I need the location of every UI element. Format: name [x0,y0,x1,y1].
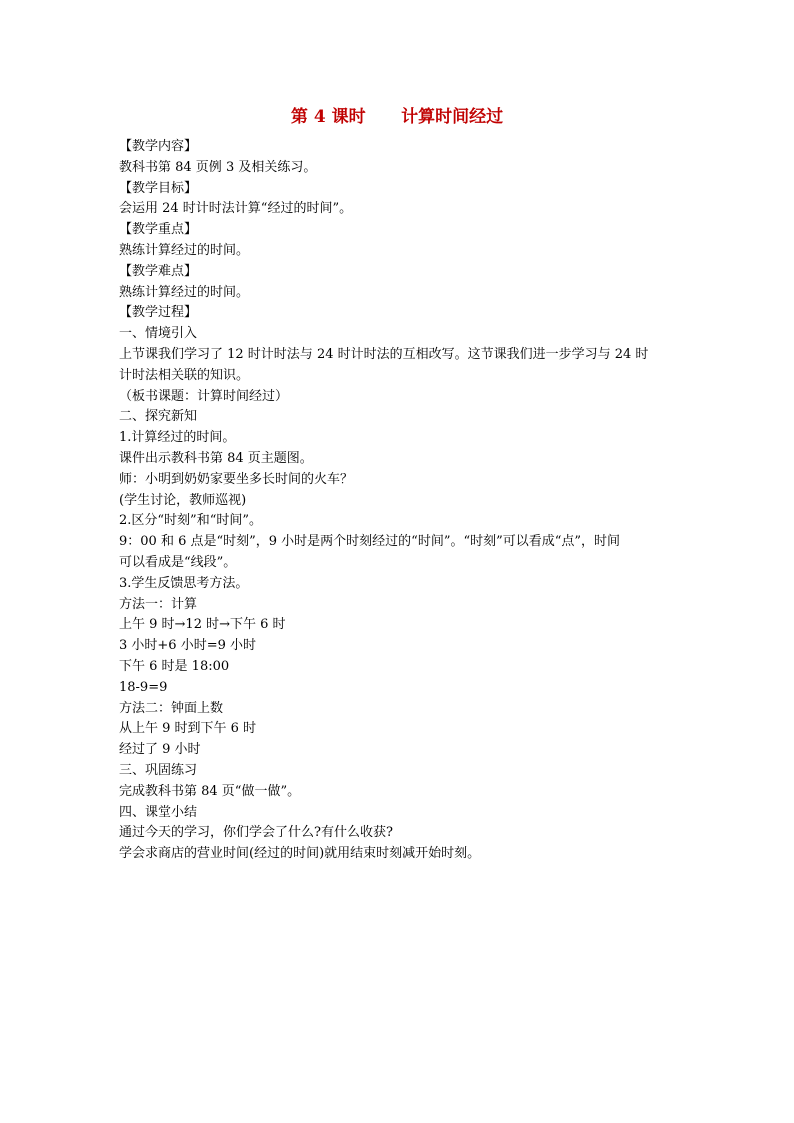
subsection-heading: 二、探究新知 [119,409,198,425]
lesson-body [119,137,679,865]
subsection-heading: 一、情境引入 [119,326,198,342]
text-line: 18-9=9 [119,679,168,695]
text-line: 3.学生反馈思考方法。 [119,575,249,591]
text-line: 可以看成是“线段”。 [119,554,237,570]
section-heading: 【教学内容】 [119,139,198,154]
text-line: 师：小明到奶奶家要坐多长时间的火车？ [119,471,354,487]
section-heading: 【教学难点】 [119,263,198,279]
text-line: 1.计算经过的时间。 [119,430,236,446]
text-line: 教科书第 84 页例 3 及相关练习。 [119,159,317,175]
text-line: 3 小时+6 小时=9 小时 [119,638,256,654]
text-line: 完成教科书第 84 页“做一做”。 [119,783,301,799]
text-line: 方法一：计算 [119,596,198,612]
lesson-title: 第 4 课时 计算时间经过 [290,107,504,127]
text-line: 方法二：钟面上数 [119,700,224,716]
section-heading: 【教学目标】 [119,180,198,196]
text-line: 下午 6 时是 18:00 [119,658,230,674]
text-line: 上午 9 时→12 时→下午 6 时 [119,617,286,633]
subsection-heading: 三、巩固练习 [119,762,198,778]
subsection-heading: 四、课堂小结 [119,804,198,820]
text-line: 学会求商店的营业时间(经过的时间)就用结束时刻减开始时刻。 [119,846,481,862]
text-line: （板书课题：计算时间经过） [119,388,289,404]
text-line: 课件出示教科书第 84 页主题图。 [119,450,313,466]
text-line: 通过今天的学习，你们学会了什么?有什么收获? [119,825,393,841]
text-line: 9：00 和 6 点是“时刻”，9 小时是两个时刻经过的“时间”。“时刻”可以看成“点”，时间 [119,534,621,550]
section-heading: 【教学重点】 [119,222,198,238]
section-heading: 【教学过程】 [119,305,198,321]
text-line: 会运用 24 时计时法计算“经过的时间”。 [119,201,353,217]
text-line: 计时法相关联的知识。 [119,367,250,383]
text-line: 熟练计算经过的时间。 [119,284,250,300]
text-line: (学生讨论，教师巡视) [119,492,247,508]
text-line: 熟练计算经过的时间。 [119,242,250,258]
text-line: 2.区分“时刻”和“时间”。 [119,513,262,529]
text-line: 从上午 9 时到下午 6 时 [119,721,257,737]
text-line: 上节课我们学习了 12 时计时法与 24 时计时法的互相改写。这节课我们进一步学习与 24 时 [119,346,649,362]
text-line: 经过了 9 小时 [119,742,201,758]
